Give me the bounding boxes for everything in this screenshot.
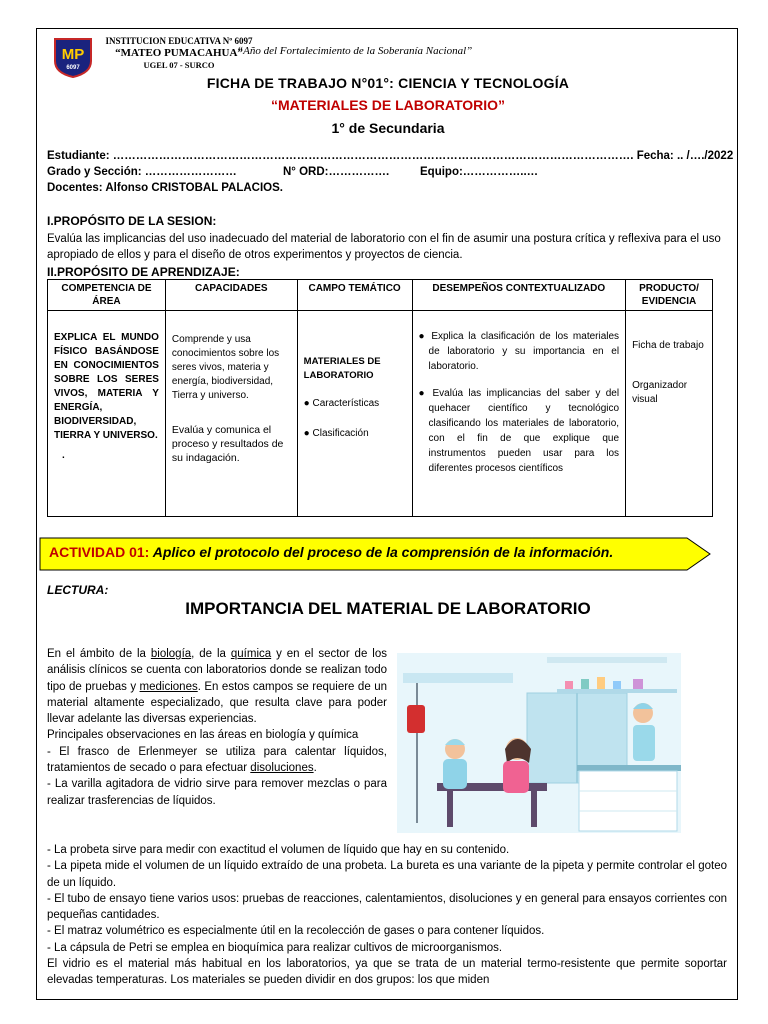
desempeno-1: ● Explica la clasificación de los materiales de laboratorio y su importancia en el laboratorio. [418,331,620,372]
link-mediciones[interactable]: mediciones [139,680,198,693]
header-competencia: COMPETENCIA DE ÁREA [48,280,166,311]
cell-capacidades [165,311,297,517]
capacidad-1: Comprende y usa conocimientos sobre los seres vivos, materia y energía, biodiversidad, Tierra y universo. [171,334,280,401]
grade-section-field: Grado y Sección: …………………… [47,166,237,178]
activity-label: ACTIVIDAD 01: [49,544,150,560]
team-field: Equipo:……………..… [420,166,539,178]
cell-campo [297,311,412,517]
reading-paragraph-8: - El matraz volumétrico es especialmente útil en la recolección de gases o para contener líquidos. [47,925,545,938]
link-quimica[interactable]: química [230,648,272,660]
reading-label: LECTURA: [47,583,109,597]
reading-paragraph-7: - El tubo de ensayo tiene varios usos: pruebas de reacciones, calentamientos, disoluciones y en general para ensayos corrientes con pequeñas cantidades. [47,892,727,922]
campo-title: MATERIALES DE LABORATORIO [303,356,381,381]
reading-paragraph-5: - La probeta sirve para medir con exactitud el volumen de líquido que hay en su contenido. [47,844,510,856]
institution-name-line1: INSTITUCION EDUCATIVA Nº 6097 [105,36,253,46]
header-campo: CAMPO TEMÁTICO [297,280,412,311]
reading-paragraph-1: En el ámbito de la biología, de la química y en el sector de los análisis clínicos se cuenta con laboratorios donde se realizan todo tipo de pruebas y mediciones. En estos campos se requiere de un material altamente especializado, que resulta clave para poder llevar adelante las diversas experiencias. [47,648,387,726]
logo-number: 6097 [66,65,80,71]
reading-paragraph-3: - El frasco de Erlenmeyer se utiliza para calentar líquidos, tratamientos de secado o para efectuar disoluciones. [47,745,387,775]
reading-body-full [47,842,727,989]
logo-letters: MP [61,46,85,63]
reading-body-left [47,646,387,809]
competencia-dot: . [62,450,65,461]
activity-description: Aplico el protocolo del proceso de la comprensión de la información. [149,544,614,560]
institution-ugel: UGEL 07 - SURCO [143,60,215,70]
order-number-field: N° ORD:……………. [283,166,390,178]
laboratory-illustration [397,653,681,833]
campo-item-2: ● Clasificación [303,428,369,439]
school-logo [51,35,95,79]
table-header-row [48,280,713,311]
teacher-line: Docentes: Alfonso CRISTOBAL PALACIOS. [47,182,283,194]
link-disoluciones[interactable]: disoluciones [250,762,314,775]
worksheet-page [36,28,738,1000]
reading-paragraph-10: El vidrio es el material más habitual en los laboratorios, ya que se trata de un material termo-resistente que permite soportar elevadas temperaturas. Los materiales se pueden dividir en dos grupos: los que miden [47,958,727,987]
worksheet-subtitle: “MATERIALES DE LABORATORIO” [270,97,506,113]
header-capacidades: CAPACIDADES [165,280,297,311]
session-purpose-heading: I.PROPÓSITO DE LA SESION: [47,214,217,228]
cell-desempenos [412,311,626,517]
cell-competencia [48,311,166,517]
activity-text [49,544,613,560]
cell-producto [626,311,713,517]
header-producto: PRODUCTO/ EVIDENCIA [626,280,713,311]
year-motto: “Año del Fortalecimiento de la Soberanía Nacional” [237,45,473,57]
grade-title: 1° de Secundaria [331,120,445,136]
institution-block [99,35,259,71]
producto-2: Organizador visual [632,380,688,405]
worksheet-title: FICHA DE TRABAJO N°01°: CIENCIA Y TECNOLOGÍA [206,75,570,91]
competencia-text: EXPLICA EL MUNDO FÍSICO BASÁNDOSE EN CONOCIMIENTOS SOBRE LOS SERES VIVOS, MATERIA Y ENERGÍA, BIODIVERSIDAD, TIERRA Y UNIVERSO. [54,332,159,441]
header-desempenos: DESEMPEÑOS CONTEXTUALIZADO [412,280,626,311]
learning-purpose-heading: II.PROPÓSITO DE APRENDIZAJE: [47,265,240,279]
desempeno-2: ● Evalúa las implicancias del saber y del quehacer científico y tecnológico clasificando los materiales de laboratorio, con el fin de que explique que instrumentos pueden usar para los diferentes procesos científicos [418,388,620,474]
institution-name-line2: “MATEO PUMACAHUA” [115,47,243,59]
reading-paragraph-9: - La cápsula de Petri se emplea en bioquímica para realizar cultivos de microorganismos. [47,941,503,954]
producto-1: Ficha de trabajo [632,340,704,351]
reading-paragraph-4: - La varilla agitadora de vidrio sirve para remover mezclas o para realizar trasferencias de líquidos. [47,778,387,807]
reading-paragraph-2: Principales observaciones en las áreas en biología y química [47,729,359,742]
session-purpose-text: Evalúa las implicancias del uso inadecuado del material de laboratorio con el fin de asumir una postura crítica y reflexiva para el uso apropiado de ellos y para el diseño de otros experimentos y proyectos de ciencia. [47,233,721,261]
reading-title: IMPORTANCIA DEL MATERIAL DE LABORATORIO [185,599,591,618]
campo-item-1: ● Características [303,398,380,409]
learning-table [47,279,713,517]
capacidad-2: Evalúa y comunica el proceso y resultados de su indagación. [171,424,284,464]
link-biologia[interactable]: biología [150,648,192,660]
student-line: Estudiante: ………………………………………………………………………………………………………………………. Fecha: .. /…./2022 [47,150,734,162]
reading-paragraph-6: - La pipeta mide el volumen de un líquido extraído de una probeta. La bureta es una variante de la pipeta y permite controlar el goteo de un líquido. [47,860,727,889]
table-row [48,311,713,517]
